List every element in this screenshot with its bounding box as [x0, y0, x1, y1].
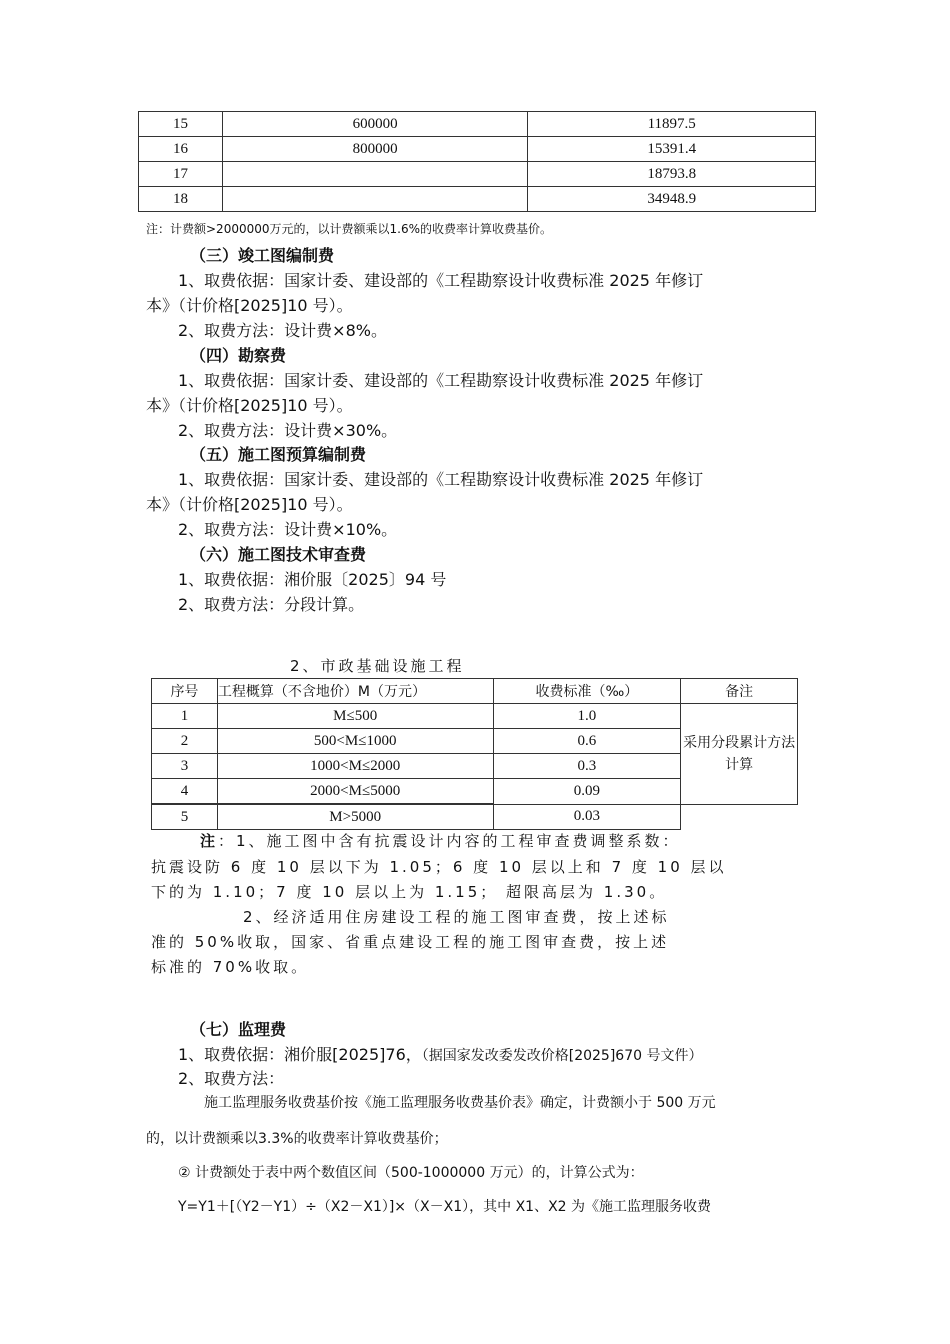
section-heading: （三）竣工图编制费 [190, 246, 335, 265]
section-heading: （七）监理费 [190, 1020, 287, 1039]
table-cell: 18793.8 [528, 162, 816, 187]
table-header-row [152, 679, 798, 704]
table-row [152, 804, 798, 830]
table-header: 备注 [681, 679, 798, 704]
basis-text: 1、取费依据：湘价服[2025]76， [178, 1045, 422, 1064]
paragraph-line: ② 计费额处于表中两个数值区间（500-1000000 万元）的，计算公式为： [178, 1165, 644, 1181]
table-row [139, 162, 816, 187]
paragraph-line: 2、取费方法：分段计算。 [178, 595, 365, 614]
paragraph-line: 1、取费依据：湘价服〔2025〕94 号 [178, 570, 447, 589]
table-cell: 18 [139, 187, 223, 212]
municipal-fee-table [151, 678, 798, 830]
remark-cell: 采用分段累计方法计算 [681, 704, 798, 805]
table-row [139, 137, 816, 162]
table-cell: 16 [139, 137, 223, 162]
table-cell: 1 [152, 704, 218, 729]
table-cell: M≤500 [217, 704, 493, 729]
table-cell: M>5000 [217, 804, 493, 830]
table-cell: 1.0 [493, 704, 681, 729]
note-line: 2、经济适用住房建设工程的施工图审查费，按上述标 [243, 908, 670, 926]
table-cell: 11897.5 [528, 112, 816, 137]
table-cell: 1000<M≤2000 [217, 754, 493, 779]
note-line [200, 830, 681, 851]
table-cell: 17 [139, 162, 223, 187]
table-cell: 3 [152, 754, 218, 779]
table-cell: 34948.9 [528, 187, 816, 212]
table-cell: 0.09 [493, 779, 681, 805]
paragraph-line: 2、取费方法：设计费×30%。 [178, 421, 398, 440]
table-cell: 500<M≤1000 [217, 729, 493, 754]
table-cell: 15 [139, 112, 223, 137]
table-note: 注：计费额>2000000万元的，以计费额乘以1.6%的收费率计算收费基价。 [146, 222, 552, 236]
table-cell: 4 [152, 779, 218, 805]
section-heading: （四）勘察费 [190, 346, 287, 365]
note-line: 下的为 1.10；7 度 10 层以上为 1.15； 超限高层为 1.30。 [151, 883, 668, 901]
paragraph-line: 2、取费方法： [178, 1069, 285, 1088]
table-cell: 2 [152, 729, 218, 754]
paragraph-line: 本》（计价格[2025]10 号）。 [146, 296, 353, 315]
table-caption: 2、市政基础设施工程 [290, 657, 465, 675]
section-heading: （五）施工图预算编制费 [190, 445, 367, 464]
paragraph-line: 施工监理服务收费基价按《施工监理服务收费基价表》确定，计费额小于 500 万元 [204, 1095, 716, 1111]
table-cell: 600000 [222, 112, 528, 137]
table-cell: 0.03 [493, 804, 681, 830]
basis-source: （据国家发改委发改价格[2025]670 号文件） [421, 1048, 703, 1064]
paragraph-line: Y=Y1＋[（Y2－Y1）÷（X2－X1）]×（X－X1），其中 X1、X2 为《施工监理服务收费 [178, 1199, 712, 1215]
table-cell: 0.6 [493, 729, 681, 754]
table-cell [222, 187, 528, 212]
paragraph-line: 1、取费依据：国家计委、建设部的《工程勘察设计收费标准 2025 年修订 [178, 271, 704, 290]
table-cell: 15391.4 [528, 137, 816, 162]
paragraph-line: 1、取费依据：国家计委、建设部的《工程勘察设计收费标准 2025 年修订 [178, 371, 704, 390]
table-row [139, 112, 816, 137]
note-line: 准的 50%收取，国家、省重点建设工程的施工图审查费，按上述 [151, 933, 670, 951]
paragraph-line: 1、取费依据：国家计委、建设部的《工程勘察设计收费标准 2025 年修订 [178, 470, 704, 489]
table-cell: 800000 [222, 137, 528, 162]
note-text: ：1、施工图中含有抗震设计内容的工程审查费调整系数： [218, 832, 681, 850]
paragraph-line: 2、取费方法：设计费×8%。 [178, 321, 387, 340]
note-line: 抗震设防 6 度 10 层以下为 1.05；6 度 10 层以上和 7 度 10 层以 [151, 858, 727, 876]
note-label: 注 [200, 832, 219, 850]
table-cell: 0.3 [493, 754, 681, 779]
paragraph-line: 2、取费方法：设计费×10%。 [178, 520, 398, 539]
paragraph-line [178, 1042, 702, 1065]
table-header: 序号 [152, 679, 218, 704]
section-heading: （六）施工图技术审查费 [190, 545, 367, 564]
table-cell: 5 [152, 804, 218, 830]
paragraph-line: 本》（计价格[2025]10 号）。 [146, 495, 353, 514]
table-cell-empty [681, 804, 798, 830]
table-row [152, 704, 798, 729]
note-line: 标准的 70%收取。 [151, 958, 310, 976]
table-header: 收费标准（‰） [493, 679, 681, 704]
paragraph-line: 的，以计费额乘以3.3%的收费率计算收费基价； [146, 1131, 448, 1147]
table-cell: 2000<M≤5000 [217, 779, 493, 805]
table-cell [222, 162, 528, 187]
table-header: 工程概算（不含地价）M（万元） [217, 679, 493, 704]
paragraph-line: 本》（计价格[2025]10 号）。 [146, 396, 353, 415]
fee-table-continued [138, 111, 816, 212]
table-row [139, 187, 816, 212]
